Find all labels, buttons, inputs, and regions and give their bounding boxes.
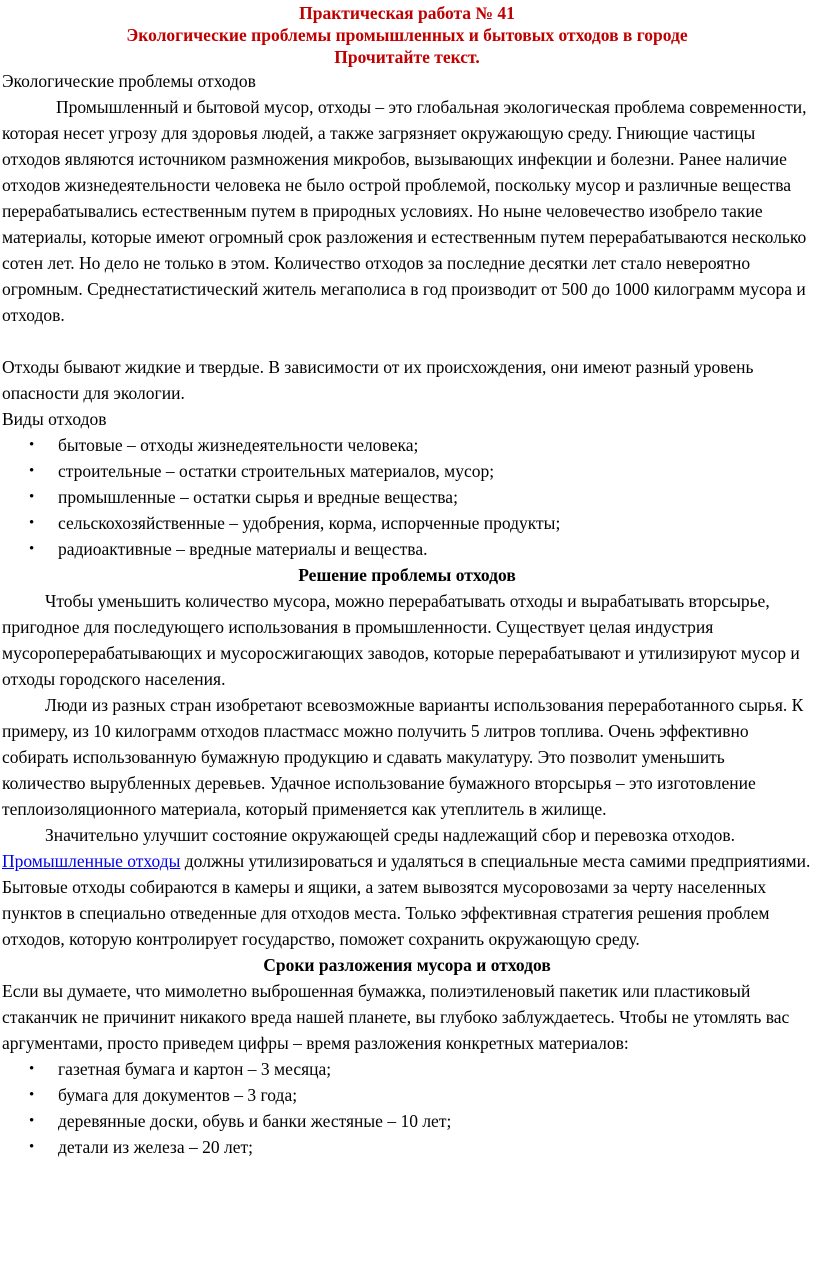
solution-paragraph-1: Чтобы уменьшить количество мусора, можно перерабатывать отходы и вырабатывать вторсырье, пригодное для последующего использования в промышленности. Существует целая индустрия мусороперерабатывающих и мусоросжигающих заводов, которые перерабатывают и утилизируют мусор и отходы городского населения. — [2, 591, 800, 689]
waste-types-list — [2, 432, 812, 562]
solution-paragraph-2: Люди из разных стран изобретают всевозможные варианты использования переработанного сырья. К примеру, из 10 килограмм отходов пластмасс можно получить 5 литров топлива. Очень эффективно собирать использованную бумажную продукцию и сдавать макулатуру. Это позволит уменьшить количество вырубленных деревьев. Удачное использование бумажного вторсырья – это изготовление теплоизоляционного материала, который применяется как утеплитель в жилище. — [2, 695, 804, 819]
work-title: Практическая работа № 41 — [299, 3, 515, 23]
list-item: • радиоактивные – вредные материалы и вещества. — [58, 536, 812, 562]
blank-line — [2, 328, 812, 354]
decay-times-list — [2, 1056, 812, 1160]
types-heading: Виды отходов — [2, 409, 107, 429]
industrial-waste-link[interactable]: Промышленные отходы — [2, 851, 181, 871]
list-item: • деревянные доски, обувь и банки жестяные – 10 лет; — [58, 1108, 812, 1134]
list-item: • газетная бумага и картон – 3 месяца; — [58, 1056, 812, 1082]
list-item: • бытовые – отходы жизнедеятельности человека; — [58, 432, 812, 458]
instruction: Прочитайте текст. — [334, 47, 480, 67]
list-item: • детали из железа – 20 лет; — [58, 1134, 812, 1160]
topic-title: Экологические проблемы промышленных и бытовых отходов в городе — [126, 25, 688, 45]
solution-heading: Решение проблемы отходов — [298, 565, 516, 585]
decay-paragraph: Если вы думаете, что мимолетно выброшенная бумажка, полиэтиленовый пакетик или пластиковый стаканчик не причинит никакого вреда нашей планете, вы глубоко заблуждаетесь. Чтобы не утомлять вас аргументами, просто приведем цифры – время разложения конкретных материалов: — [2, 981, 790, 1053]
solution-text-before-link: Значительно улучшит состояние окружающей среды надлежащий сбор и перевозка отходов. — [45, 825, 735, 845]
solution-text-after-link: должны утилизироваться и удаляться в специальные места самими предприятиями. Бытовые отходы собираются в камеры и ящики, а затем вывозятся мусоровозами за черту населенных пунктов в специально отведенные для отходов места. Только эффективная стратегия решения проблем отходов, которую контролирует государство, поможет сохранить окружающую среду. — [2, 851, 811, 949]
list-item: • бумага для документов – 3 года; — [58, 1082, 812, 1108]
decay-heading: Сроки разложения мусора и отходов — [263, 955, 551, 975]
intro-subtitle: Экологические проблемы отходов — [2, 71, 256, 91]
list-item: • строительные – остатки строительных материалов, мусор; — [58, 458, 812, 484]
list-item: • промышленные – остатки сырья и вредные вещества; — [58, 484, 812, 510]
list-item: • сельскохозяйственные – удобрения, корма, испорченные продукты; — [58, 510, 812, 536]
solution-paragraph-3 — [2, 822, 812, 952]
intro-paragraph-2: Отходы бывают жидкие и твердые. В зависимости от их происхождения, они имеют разный уровень опасности для экологии. — [2, 357, 754, 403]
intro-paragraph-1: Промышленный и бытовой мусор, отходы – это глобальная экологическая проблема современности, которая несет угрозу для здоровья людей, а также загрязняет окружающую среду. Гниющие частицы отходов являются источником размножения микробов, вызывающих инфекции и болезни. Ранее наличие отходов жизнедеятельности человека не было острой проблемой, поскольку мусор и различные вещества перерабатывались естественным путем в природных условиях. Но ныне человечество изобрело такие материалы, которые имеют огромный срок разложения и естественным путем перерабатываются несколько сотен лет. Но дело не только в этом. Количество отходов за последние десятки лет стало невероятно огромным. Среднестатистический житель мегаполиса в год производит от 500 до 1000 килограмм мусора и отходов. — [2, 97, 807, 325]
document-header — [2, 2, 812, 68]
